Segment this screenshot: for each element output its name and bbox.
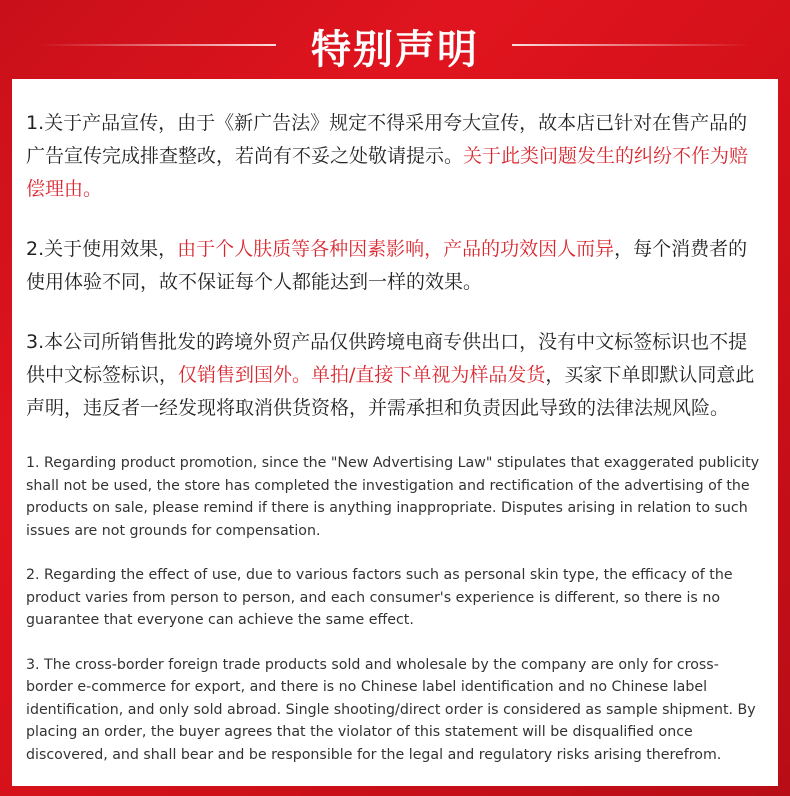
clause-highlight: 由于个人肤质等各种因素影响，产品的功效因人而异	[177, 238, 615, 260]
clause-text: 2.关于使用效果，	[26, 238, 178, 260]
english-clause-1: 1. Regarding product promotion, since the "New Advertising Law" stipulates that exaggerated publicity shall not be used, the store has completed the investigation and rectification of the advertising of the products on sale, please remind if there is anything inappropriate. Disputes arising in relation to such issues are not grounds for compensation.	[26, 455, 760, 539]
clause-highlight: 仅销售到国外。单拍/直接下单视为样品发货	[178, 364, 546, 386]
chinese-clause-2	[26, 233, 764, 299]
english-clause-3: 3. The cross-border foreign trade products sold and wholesale by the company are only for cross-border e-commerce for export, and there is no Chinese label identification and no Chinese label identification, and only sold abroad. Single shooting/direct order is considered as sample shipment. By placing an order, the buyer agrees that the violator of this statement will be disqualified once discovered, and shall bear and be responsible for the legal and regulatory risks arising therefrom.	[26, 656, 756, 763]
chinese-clause-3	[26, 326, 764, 425]
english-clause-2: 2. Regarding the effect of use, due to various factors such as personal skin type, the efficacy of the product varies from person to person, and each consumer's experience is different, so there is no guarantee that everyone can achieve the same effect.	[26, 567, 733, 628]
clause-text: ，每个消费者的使用体验不同，故不保证每个人都能达到一样的效果。	[26, 238, 748, 293]
page-title: 特别声明	[311, 27, 479, 73]
clause-text: 1.关于产品宣传，由于《新广告法》规定不得采用夸大宣传，故本店已针对在售产品的广告宣传完成排查整改，若尚有不妥之处敬请提示。	[26, 112, 748, 167]
clause-text: 3.本公司所销售批发的跨境外贸产品仅供跨境电商专供出口，没有中文标签标识也不提供中文标签标识，	[26, 331, 748, 386]
chinese-clause-1	[26, 107, 764, 206]
clause-highlight: 关于此类问题发生的纠纷不作为赔偿理由。	[26, 145, 749, 200]
clause-text: ，买家下单即默认同意此声明，违反者一经发现将取消供货资格，并需承担和负责因此导致的法律法规风险。	[26, 364, 755, 419]
english-section	[26, 452, 764, 766]
notice-panel	[12, 79, 778, 786]
title-divider-right	[512, 44, 750, 46]
